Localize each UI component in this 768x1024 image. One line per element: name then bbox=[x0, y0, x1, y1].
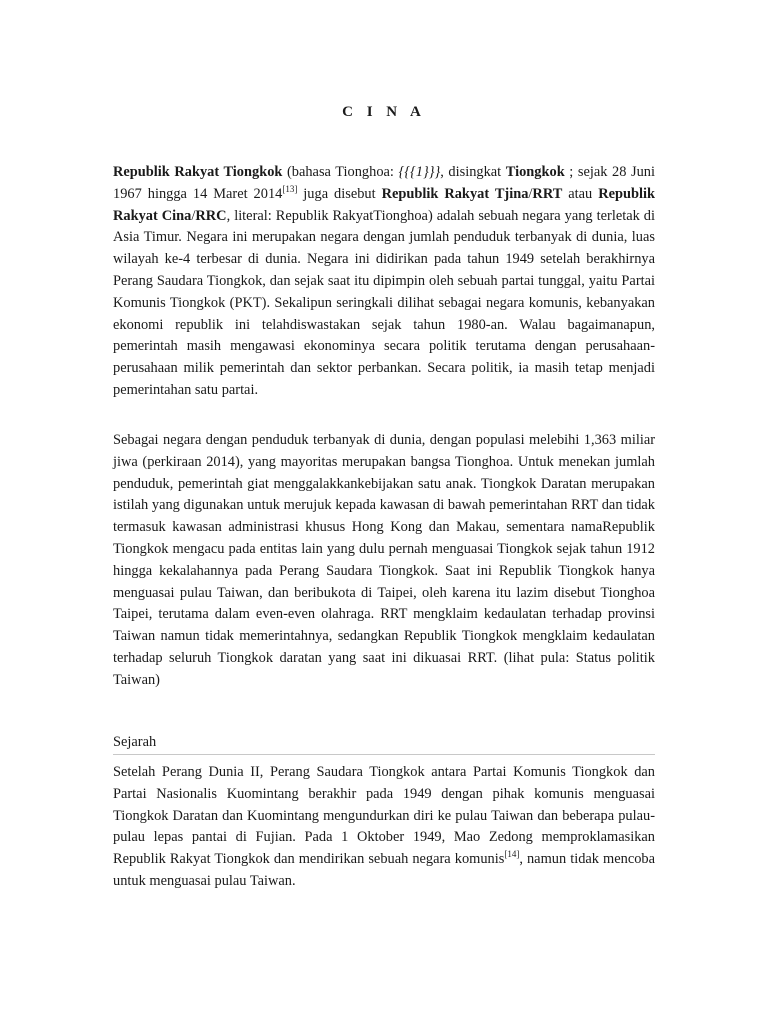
text-span: , disingkat bbox=[440, 164, 506, 180]
text-span: / bbox=[191, 207, 196, 224]
page-title: C I N A bbox=[342, 104, 426, 120]
term-prc: Republik Rakyat Tiongkok bbox=[113, 164, 283, 180]
template-placeholder: {{{1}}} bbox=[398, 164, 441, 180]
text-span: , literal: Republik RakyatTionghoa) adalah sebuah negara yang terletak di Asia Timur. Negara ini merupakan negara dengan jumlah penduduk terbanyak di dunia, luas wilayah ke-4 terbesar di dunia. Negara ini didirikan pada tahun 1949 setelah berakhirnya Perang Saudara Tiongkok, dan sejak saat itu dipimpin oleh sebuah partai tunggal, yaitu Partai Komunis Tiongkok (PKT). Sekalipun seringkali dilihat sebagai negara komunis, kebanyakan ekonomi republik ini telahdiswastakan sejak tahun 1980-an. Walau bagaimanapun, pemerintah masih mengawasi ekonominya secara politik terutama dengan perusahaan-perusahaan milik pemerintah dan sektor perbankan. Secara politik, ia masih tetap menjadi pemerintahan satu partai. bbox=[113, 207, 655, 398]
text-span: ; sejak 28 Juni 1967 hingga 14 Maret 2014 bbox=[113, 164, 655, 202]
term-rrt: RRT bbox=[532, 185, 563, 202]
text-span: / bbox=[528, 185, 533, 202]
section-heading-sejarah: Sejarah bbox=[113, 732, 655, 755]
text-span: Setelah Perang Dunia II, Perang Saudara Tiongkok antara Partai Komunis Tiongkok dan Partai Nasionalis Kuomintang berakhir pada 1949 dengan pihak komunis menguasai Tiongkok Daratan dan Kuomintang mengundurkan diri ke pulau Taiwan dan beberapa pulau-pulau lepas pantai di Fujian. Pada 1 Oktober 1949, Mao Zedong memproklamasikan Republik Rakyat Tiongkok dan mendirikan sebuah negara komunis bbox=[113, 764, 655, 868]
citation-13[interactable]: [13] bbox=[282, 184, 298, 194]
history-paragraph bbox=[113, 762, 655, 893]
text-span: , namun tidak mencoba untuk menguasai pulau Taiwan. bbox=[113, 851, 655, 889]
term-rrc-full: Republik Rakyat Cina bbox=[113, 185, 656, 224]
text-span: juga disebut bbox=[297, 185, 382, 202]
citation-14[interactable]: [14] bbox=[504, 849, 520, 860]
term-tiongkok: Tiongkok bbox=[505, 164, 565, 180]
text-span: (bahasa Tionghoa: bbox=[282, 164, 399, 180]
text-span: atau bbox=[562, 185, 599, 202]
intro-paragraph bbox=[113, 162, 655, 402]
term-rrt-full: Republik Rakyat Tjina bbox=[381, 185, 529, 202]
population-paragraph: Sebagai negara dengan penduduk terbanyak di dunia, dengan populasi melebihi 1,363 miliar jiwa (perkiraan 2014), yang mayoritas merupakan bangsa Tionghoa. Untuk menekan jumlah penduduk, pemerintah giat menggalakkankebijakan satu anak. Tiongkok Daratan merupakan istilah yang digunakan untuk merujuk kepada kawasan di bawah pemerintahan RRT dan tidak termasuk kawasan administrasi khusus Hong Kong dan Makau, sementara namaRepublik Tiongkok mengacu pada entitas lain yang dulu pernah menguasai Tiongkok sejak tahun 1912 hingga kekalahannya pada Perang Saudara Tiongkok. Saat ini Republik Tiongkok hanya menguasai pulau Taiwan, dan beribukota di Taipei, oleh karena itu lazim disebut Tionghoa Taipei, terutama dalam even-even olahraga. RRT mengklaim kedaulatan terhadap provinsi Taiwan namun tidak memerintahnya, sedangkan Republik Tiongkok mengklaim kedaulatan terhadap seluruh Tiongkok daratan yang saat ini dikuasai RRT. (lihat pula: Status politik Taiwan) bbox=[113, 432, 655, 688]
term-rrc: RRC bbox=[195, 207, 227, 224]
